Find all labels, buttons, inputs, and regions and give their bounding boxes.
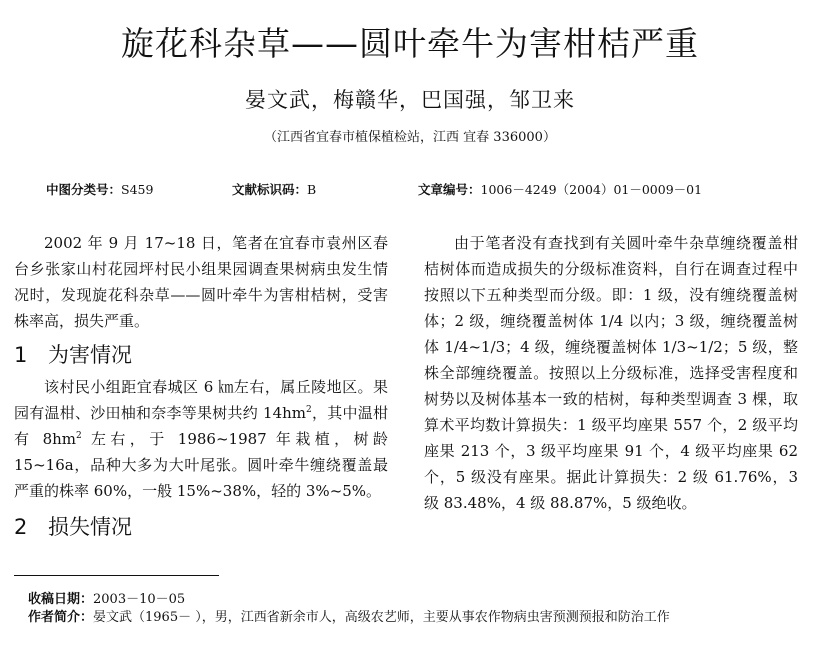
received-date [28,588,185,607]
grading-paragraph: 由于笔者没有查找到有关圆叶牵牛杂草缠绕覆盖柑桔树体而造成损失的分级标准资料，自行在调查过程中按照以下五种类型而分级。即：1 级，没有缠绕覆盖树体；2 级，缠绕覆盖树体 1/4 以内；3 级，缠绕覆盖树体 1/4~1/3；4 级，缠绕覆盖树体 1/3~1/2；5 级，整株全部缠绕覆盖。按照以上分级标准，选择受害程度和树势以及树体基本一致的桔树，每种类型调查 3 棵，取算术平均数计算损失：1 级平均座果 557 个，2 级平均座果 213 个，3 级平均座果 91 个，4 级平均座果 62 个，5 级没有座果。据此计算损失：2 级 61.76%，3 级 83.48%，4 级 88.87%，5 级绝收。 [424,234,798,512]
left-column [14,230,388,546]
clc-label: 中图分类号： [46,182,122,197]
intro-paragraph: 2002 年 9 月 17~18 日，笔者在宜春市袁州区春台乡张家山村花园坪村民小组果园调查果树病虫发生情况时，发现旋花科杂草——圆叶牵牛为害柑桔树，受害株率高，损失严重。 [14,234,388,330]
section-1-heading [14,340,388,370]
article-label: 文章编号： [418,182,481,197]
section-1-text-a: 该村民小组距宜春城区 6 ㎞左右，属丘陵地区。果园有温柑、沙田柚和奈李等果树共约 14hm [14,378,388,422]
article-value: 1006－4249（2004）01－0009－01 [480,182,703,197]
section-2-title: 损失情况 [48,515,132,539]
section-1-text-b: ，其中温柑有 8hm [14,404,388,448]
affiliation: （江西省宜春市植保植检站，江西 宜春 336000） [264,130,556,145]
article-number [418,180,702,198]
document-code [232,180,316,198]
clc-number [46,180,153,198]
superscript-a: 2 [306,405,312,415]
author-bio-label: 作者简介： [28,610,94,625]
received-value: 2003－10－05 [93,592,186,607]
right-column [424,230,798,516]
clc-value: S459 [121,182,154,197]
section-1-title: 为害情况 [48,343,132,367]
footnote-divider [14,575,219,576]
doc-label: 文献标识码： [232,182,308,197]
author-bio-value: 晏文武（1965－ ），男，江西省新余市人，高级农艺师，主要从事农作物病虫害预测预报和防治工作 [93,610,670,625]
section-1-number: 1 [14,343,28,367]
section-1-text-c: 左右，于 1986~1987 年栽植，树龄 15~16a，品种大多为大叶尾张。圆叶牵牛缠绕覆盖最严重的株率 60%，一般 15%~38%，轻的 3%~5%。 [14,430,388,500]
section-2-heading [14,512,388,542]
author-bio [28,606,670,625]
doc-value: B [307,182,317,197]
section-1-paragraph [14,374,388,504]
paper-title: 旋花科杂草——圆叶牵牛为害柑桔严重 [121,24,699,63]
section-2-number: 2 [14,515,28,539]
author-list: 晏文武，梅赣华，巴国强，邹卫来 [245,88,575,112]
superscript-b: 2 [76,431,82,441]
received-label: 收稿日期： [28,592,94,607]
